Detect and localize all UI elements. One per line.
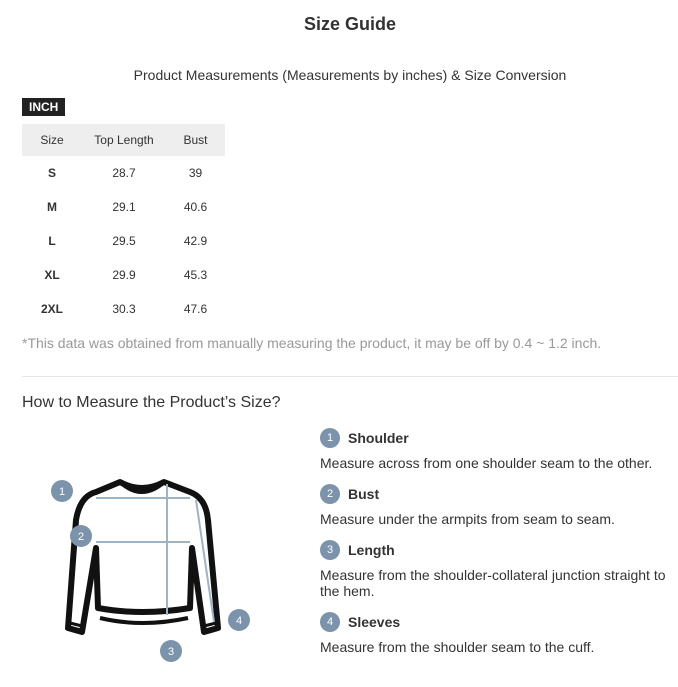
step-name: Bust [348, 486, 380, 502]
measurement-note: *This data was obtained from manually measuring the product, it may be off by 0.4 ~ 1.2 inch. [22, 335, 602, 351]
cell-top-length: 29.5 [112, 234, 136, 248]
sweater-outline-icon [68, 482, 218, 632]
step-sleeves [320, 612, 678, 655]
step-number-badge: 1 [320, 428, 340, 448]
cell-top-length: 28.7 [112, 166, 136, 180]
hem-band-icon [100, 618, 188, 623]
marker-3-label: 3 [167, 646, 175, 658]
step-description: Measure under the armpits from seam to seam. [320, 511, 615, 527]
sweater-diagram [40, 470, 260, 670]
cell-size: M [47, 200, 57, 214]
header-size: Size [22, 124, 82, 156]
table-row [22, 258, 225, 292]
marker-1-label: 1 [58, 486, 66, 498]
cell-bust: 40.6 [183, 200, 208, 214]
marker-3-icon [160, 640, 182, 662]
page-subtitle: Product Measurements (Measurements by inches) & Size Conversion [133, 67, 567, 83]
cell-size: 2XL [40, 302, 63, 316]
step-description: Measure across from one shoulder seam to the other. [320, 455, 653, 471]
header-top-length: Top Length [82, 124, 166, 156]
step-name: Sleeves [348, 614, 401, 630]
step-name: Shoulder [348, 430, 409, 446]
cell-bust: 39 [188, 166, 203, 180]
marker-4-label: 4 [235, 615, 243, 627]
measure-steps [320, 428, 678, 668]
table-row [22, 292, 225, 326]
how-to-measure-title: How to Measure the Product’s Size? [22, 394, 281, 411]
table-header-row [22, 124, 225, 156]
cell-bust: 42.9 [183, 234, 208, 248]
cell-top-length: 29.9 [112, 268, 136, 282]
step-length [320, 540, 678, 599]
step-number-badge: 3 [320, 540, 340, 560]
step-name: Length [348, 542, 395, 558]
cell-size: S [47, 166, 56, 180]
step-number-badge: 4 [320, 612, 340, 632]
cell-bust: 47.6 [183, 302, 208, 316]
table-row [22, 156, 225, 190]
step-number-badge: 2 [320, 484, 340, 504]
table-row [22, 224, 225, 258]
table-row [22, 190, 225, 224]
header-bust: Bust [166, 124, 225, 156]
marker-4-icon [228, 609, 250, 631]
unit-badge: INCH [22, 98, 65, 116]
cell-bust: 45.3 [183, 268, 208, 282]
marker-2-label: 2 [77, 531, 85, 543]
marker-2-icon [70, 525, 92, 547]
cell-top-length: 29.1 [112, 200, 136, 214]
cell-size: L [48, 234, 56, 248]
cell-top-length: 30.3 [112, 302, 136, 316]
page-title: Size Guide [303, 14, 397, 34]
size-table [22, 124, 225, 326]
step-description: Measure from the shoulder seam to the cuff. [320, 639, 595, 655]
cell-size: XL [44, 268, 60, 282]
step-shoulder [320, 428, 678, 471]
step-description: Measure from the shoulder-collateral junction straight to the hem. [320, 567, 666, 599]
marker-1-icon [51, 480, 73, 502]
section-divider [22, 376, 678, 377]
step-bust [320, 484, 678, 527]
